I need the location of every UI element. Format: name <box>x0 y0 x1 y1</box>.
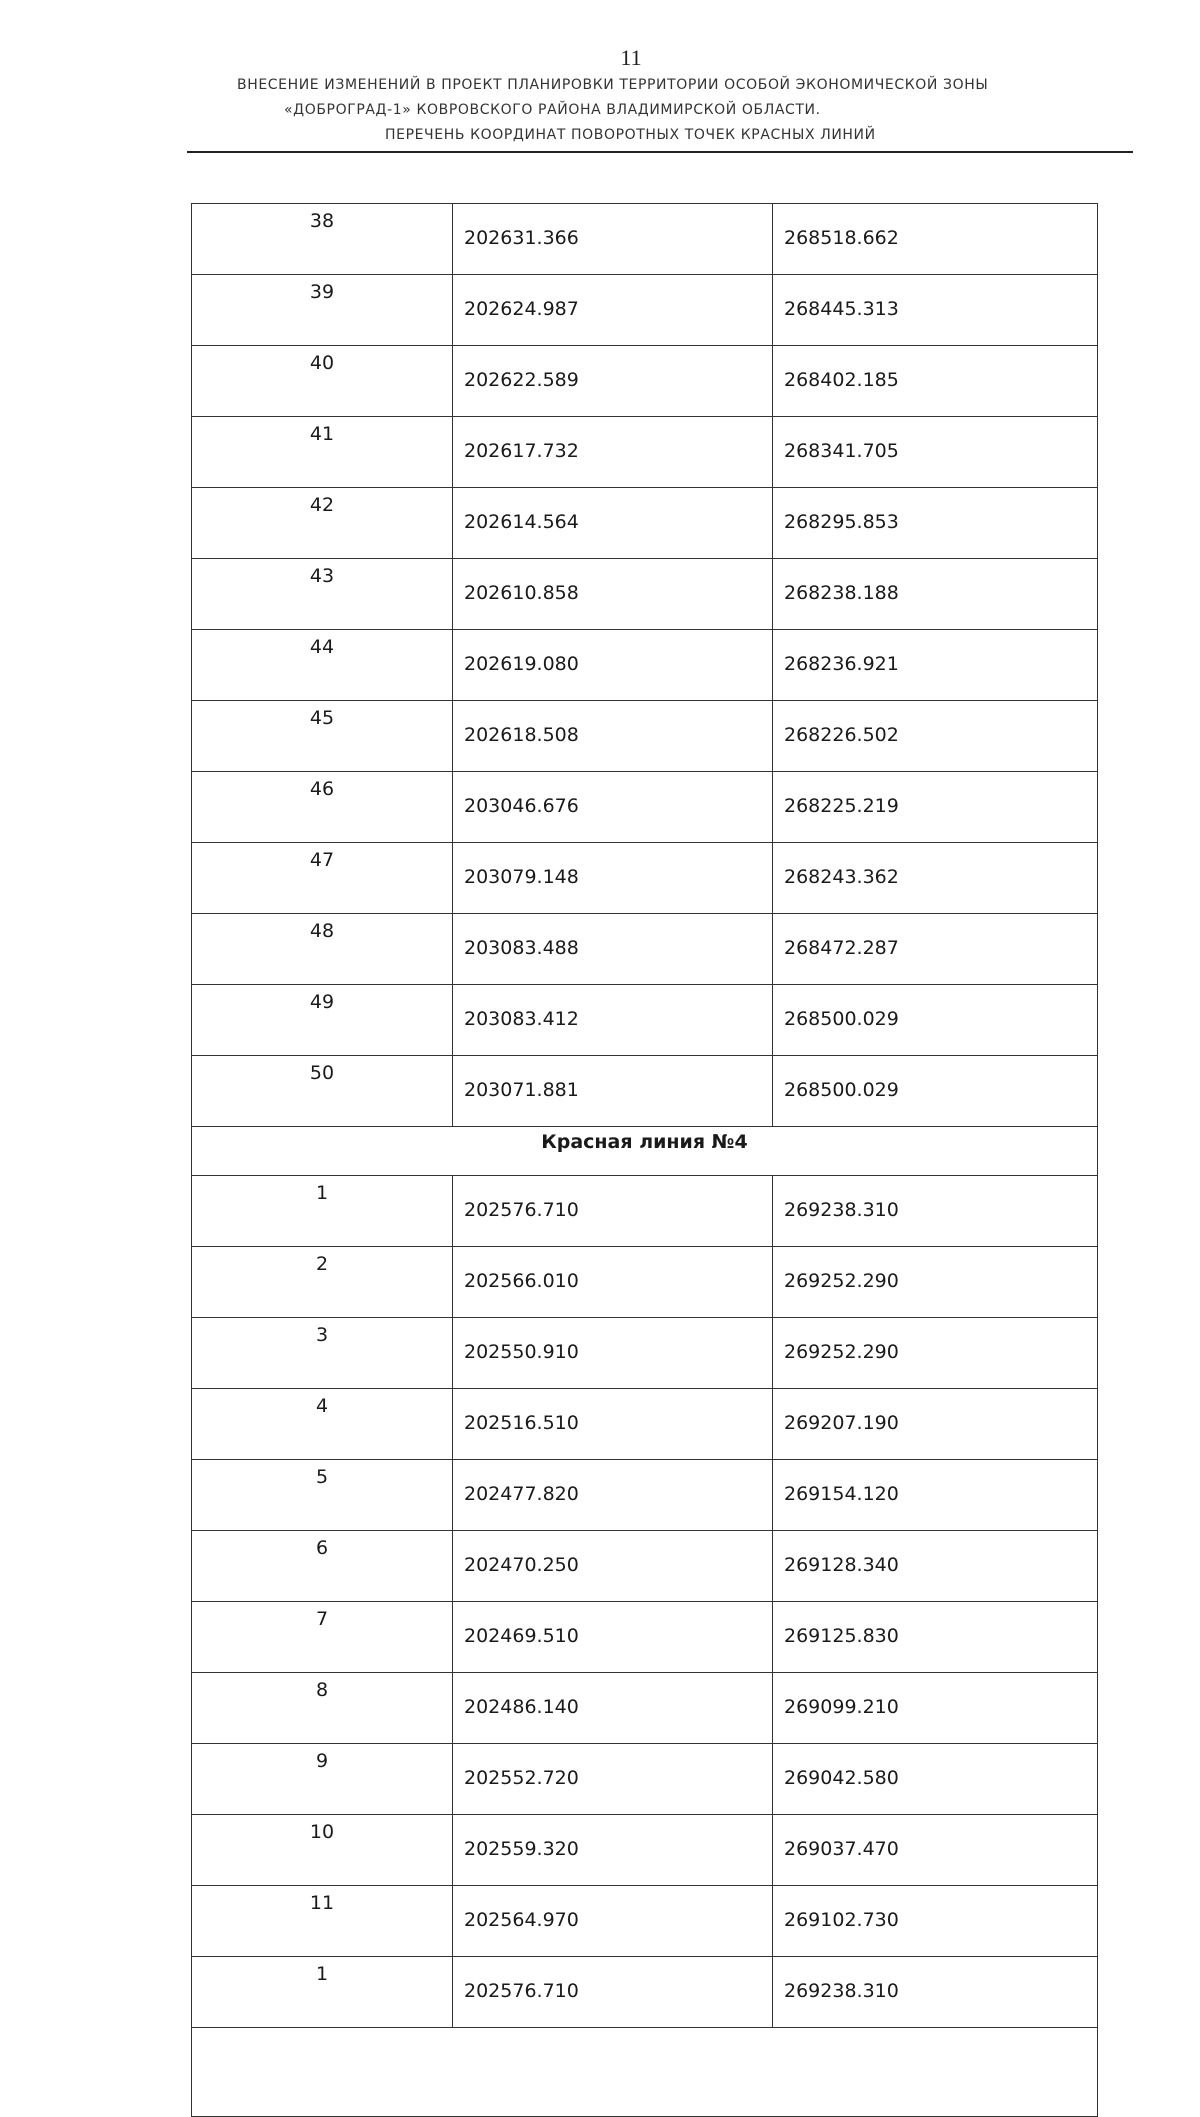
y-coordinate: 269102.730 <box>773 1886 1098 1957</box>
point-number: 41 <box>192 417 453 488</box>
coordinates-table-body <box>192 204 1098 2117</box>
table-row <box>192 1176 1098 1247</box>
point-number: 5 <box>192 1460 453 1531</box>
table-row <box>192 1957 1098 2028</box>
section-title: Красная линия №4 <box>192 1127 1098 1176</box>
y-coordinate: 268500.029 <box>773 985 1098 1056</box>
table-row <box>192 1056 1098 1127</box>
x-coordinate: 202550.910 <box>453 1318 773 1389</box>
point-number: 40 <box>192 346 453 417</box>
point-number: 48 <box>192 914 453 985</box>
point-number: 39 <box>192 275 453 346</box>
point-number: 9 <box>192 1744 453 1815</box>
empty-row <box>192 2028 1098 2117</box>
y-coordinate: 268472.287 <box>773 914 1098 985</box>
point-number: 10 <box>192 1815 453 1886</box>
x-coordinate: 202614.564 <box>453 488 773 559</box>
x-coordinate: 202469.510 <box>453 1602 773 1673</box>
document-title-line-2: «ДОБРОГРАД-1» КОВРОВСКОГО РАЙОНА ВЛАДИМИРСКОЙ ОБЛАСТИ. <box>284 102 821 118</box>
table-row <box>192 701 1098 772</box>
header-divider <box>187 151 1133 153</box>
y-coordinate: 268295.853 <box>773 488 1098 559</box>
section-row <box>192 1127 1098 1176</box>
y-coordinate: 269128.340 <box>773 1531 1098 1602</box>
document-title-line-3: ПЕРЕЧЕНЬ КООРДИНАТ ПОВОРОТНЫХ ТОЧЕК КРАСНЫХ ЛИНИЙ <box>385 127 876 143</box>
y-coordinate: 269154.120 <box>773 1460 1098 1531</box>
table-row <box>192 1247 1098 1318</box>
x-coordinate: 202631.366 <box>453 204 773 275</box>
y-coordinate: 269099.210 <box>773 1673 1098 1744</box>
x-coordinate: 202622.589 <box>453 346 773 417</box>
x-coordinate: 202559.320 <box>453 1815 773 1886</box>
table-row <box>192 1318 1098 1389</box>
x-coordinate: 202618.508 <box>453 701 773 772</box>
y-coordinate: 269125.830 <box>773 1602 1098 1673</box>
point-number: 1 <box>192 1176 453 1247</box>
point-number: 2 <box>192 1247 453 1318</box>
point-number: 8 <box>192 1673 453 1744</box>
y-coordinate: 269252.290 <box>773 1247 1098 1318</box>
y-coordinate: 268402.185 <box>773 346 1098 417</box>
point-number: 7 <box>192 1602 453 1673</box>
point-number: 3 <box>192 1318 453 1389</box>
y-coordinate: 269037.470 <box>773 1815 1098 1886</box>
table-row <box>192 914 1098 985</box>
table-row <box>192 346 1098 417</box>
x-coordinate: 202470.250 <box>453 1531 773 1602</box>
y-coordinate: 269238.310 <box>773 1957 1098 2028</box>
x-coordinate: 202477.820 <box>453 1460 773 1531</box>
x-coordinate: 202624.987 <box>453 275 773 346</box>
table-row <box>192 985 1098 1056</box>
point-number: 4 <box>192 1389 453 1460</box>
y-coordinate: 268225.219 <box>773 772 1098 843</box>
point-number: 44 <box>192 630 453 701</box>
point-number: 50 <box>192 1056 453 1127</box>
point-number: 47 <box>192 843 453 914</box>
x-coordinate: 202566.010 <box>453 1247 773 1318</box>
table-row <box>192 275 1098 346</box>
document-title-line-1: ВНЕСЕНИЕ ИЗМЕНЕНИЙ В ПРОЕКТ ПЛАНИРОВКИ ТЕРРИТОРИИ ОСОБОЙ ЭКОНОМИЧЕСКОЙ ЗОНЫ <box>237 77 989 93</box>
y-coordinate: 268238.188 <box>773 559 1098 630</box>
y-coordinate: 268341.705 <box>773 417 1098 488</box>
x-coordinate: 203083.412 <box>453 985 773 1056</box>
point-number: 11 <box>192 1886 453 1957</box>
y-coordinate: 268226.502 <box>773 701 1098 772</box>
x-coordinate: 203071.881 <box>453 1056 773 1127</box>
x-coordinate: 202610.858 <box>453 559 773 630</box>
table-row <box>192 559 1098 630</box>
point-number: 1 <box>192 1957 453 2028</box>
point-number: 38 <box>192 204 453 275</box>
y-coordinate: 268500.029 <box>773 1056 1098 1127</box>
x-coordinate: 202552.720 <box>453 1744 773 1815</box>
point-number: 45 <box>192 701 453 772</box>
y-coordinate: 269207.190 <box>773 1389 1098 1460</box>
table-row <box>192 1815 1098 1886</box>
table-row <box>192 488 1098 559</box>
x-coordinate: 203079.148 <box>453 843 773 914</box>
y-coordinate: 268236.921 <box>773 630 1098 701</box>
x-coordinate: 203083.488 <box>453 914 773 985</box>
y-coordinate: 269252.290 <box>773 1318 1098 1389</box>
table-row <box>192 1389 1098 1460</box>
x-coordinate: 202576.710 <box>453 1957 773 2028</box>
coordinates-table <box>191 203 1098 2117</box>
x-coordinate: 202576.710 <box>453 1176 773 1247</box>
table-row <box>192 1744 1098 1815</box>
table-row <box>192 1460 1098 1531</box>
y-coordinate: 268243.362 <box>773 843 1098 914</box>
point-number: 42 <box>192 488 453 559</box>
table-row <box>192 630 1098 701</box>
y-coordinate: 268445.313 <box>773 275 1098 346</box>
x-coordinate: 202516.510 <box>453 1389 773 1460</box>
page-number: 11 <box>620 45 642 70</box>
point-number: 46 <box>192 772 453 843</box>
y-coordinate: 269238.310 <box>773 1176 1098 1247</box>
point-number: 49 <box>192 985 453 1056</box>
table-row <box>192 204 1098 275</box>
x-coordinate: 202486.140 <box>453 1673 773 1744</box>
table-row <box>192 1602 1098 1673</box>
table-row <box>192 1673 1098 1744</box>
x-coordinate: 202619.080 <box>453 630 773 701</box>
empty-cell <box>192 2028 1098 2117</box>
x-coordinate: 202617.732 <box>453 417 773 488</box>
x-coordinate: 202564.970 <box>453 1886 773 1957</box>
table-row <box>192 843 1098 914</box>
table-row <box>192 772 1098 843</box>
point-number: 6 <box>192 1531 453 1602</box>
point-number: 43 <box>192 559 453 630</box>
table-row <box>192 417 1098 488</box>
x-coordinate: 203046.676 <box>453 772 773 843</box>
table-row <box>192 1886 1098 1957</box>
table-row <box>192 1531 1098 1602</box>
y-coordinate: 268518.662 <box>773 204 1098 275</box>
y-coordinate: 269042.580 <box>773 1744 1098 1815</box>
